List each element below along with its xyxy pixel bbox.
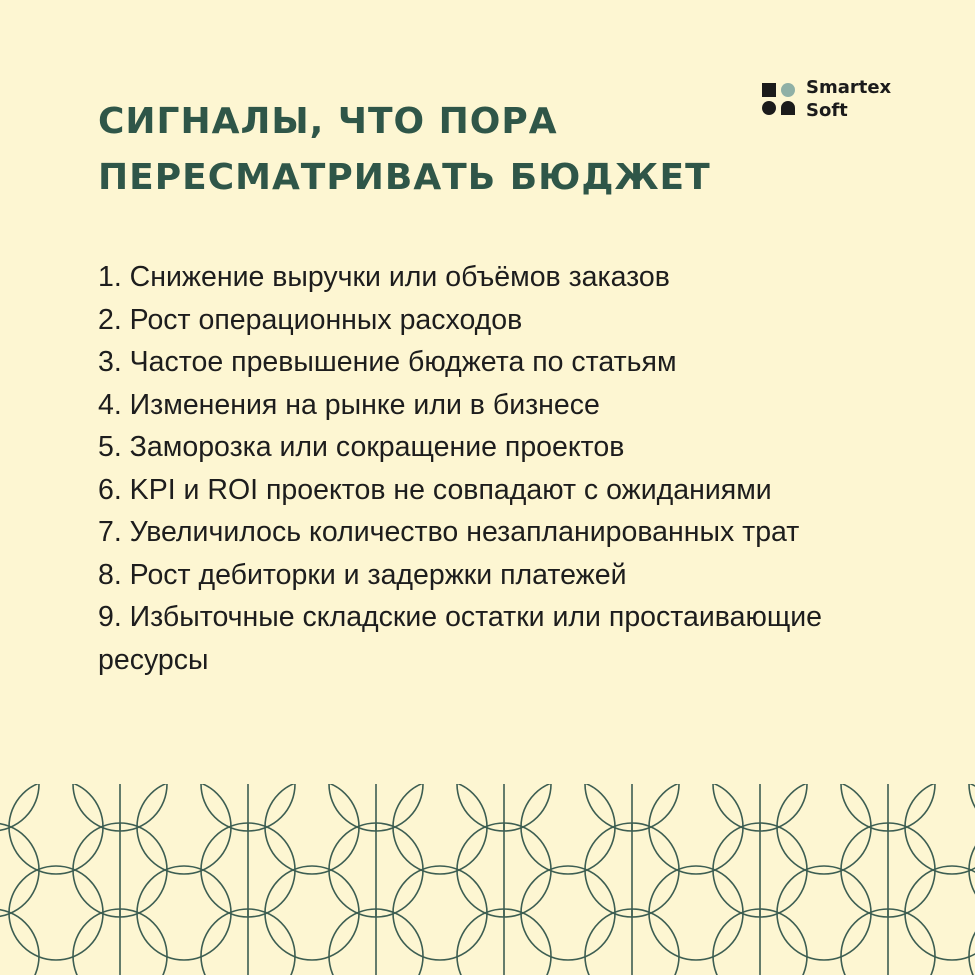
list-item: 4. Изменения на рынке или в бизнесе xyxy=(98,388,600,421)
list-item: 3. Частое превышение бюджета по статьям xyxy=(98,346,677,378)
page-title xyxy=(98,94,798,206)
list-item: 5. Заморозка или сокращение проектов xyxy=(98,431,625,463)
list-item: 8. Рост дебиторки и задержки платежей xyxy=(98,558,627,591)
logo-wordmark xyxy=(806,76,891,122)
brand-logo xyxy=(762,76,891,122)
list-item: 2. Рост операционных расходов xyxy=(98,303,523,336)
title-line-2: ПЕРЕСМАТРИВАТЬ БЮДЖЕТ xyxy=(98,157,711,198)
title-line-1: СИГНАЛЫ, ЧТО ПОРА xyxy=(98,101,558,142)
logo-line-1: Smartex xyxy=(806,77,892,98)
list-item: 1. Снижение выручки или объёмов заказов xyxy=(98,261,670,293)
list-item: 7. Увеличилось количество незапланированных трат xyxy=(98,516,800,548)
decorative-circle-pattern xyxy=(0,784,975,975)
logo-mark-icon xyxy=(762,82,796,116)
list-item: 6. KPI и ROI проектов не совпадают с ожиданиями xyxy=(98,473,772,506)
list-item: 9. Избыточные складские остатки или простаивающие ресурсы xyxy=(98,601,823,676)
signals-list xyxy=(98,256,888,681)
logo-line-2: Soft xyxy=(806,100,848,121)
